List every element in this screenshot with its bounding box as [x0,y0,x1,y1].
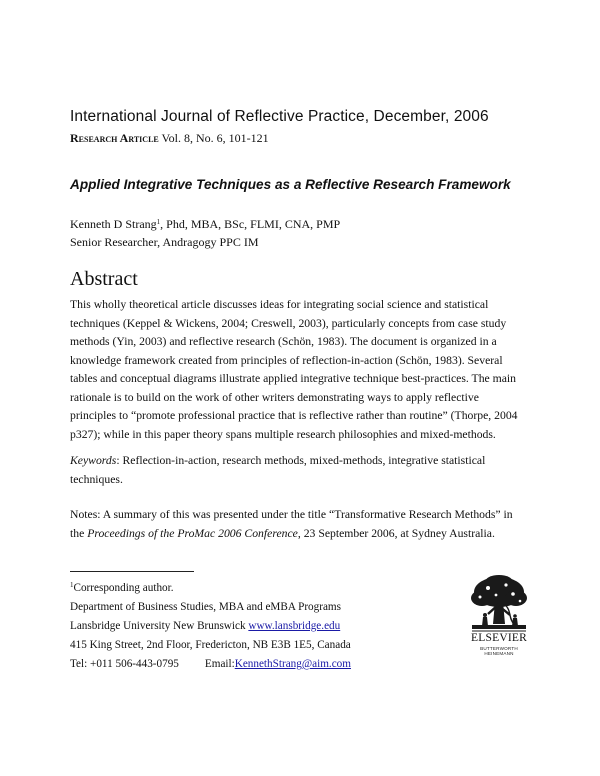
abstract-line: methods (Yin, 2003) and reflective research (Schön, 1983). The document is organized in a [70,335,497,348]
footnote-university [70,617,351,636]
elsevier-tree-icon [468,574,530,632]
abstract-line: knowledge framework created from principles of reflection-in-action (Schön, 1983). Several [70,353,503,367]
abstract-line: p327); while in this paper theory spans multiple research philosophies and mixed-methods. [70,427,496,441]
footnote-corresponding [70,576,351,598]
notes-line-2 [70,525,530,544]
author-footnote-mark[interactable]: 1 [156,218,161,226]
article-kind: Research Article [70,131,159,145]
author-name: Kenneth D Strang [70,217,157,231]
keywords [70,452,530,489]
footnote-mark: 1 [70,581,74,589]
abstract-body [70,296,530,444]
footnote-contact [70,655,351,674]
journal-title: International Journal of Reflective Practice, December, 2006 [70,108,489,125]
footnote-divider [70,571,194,572]
university-link[interactable]: www.lansbridge.edu [248,620,341,632]
keywords-list: : Reflection-in-action, research methods, mixed-methods, integrative statistical [116,454,486,467]
keywords-label: Keywords [70,454,117,467]
footnote-corresponding-text: Corresponding author. [73,582,174,594]
keywords-line-2: techniques. [70,472,123,486]
notes-line-1: Notes: A summary of this was presented under the title “Transformative Research Methods” in [70,508,513,521]
abstract-line: rationale is to build on the work of other writers demonstrating ways to apply reflective [70,390,479,404]
email-link[interactable]: KennethStrang@aim.com [234,658,351,670]
author-credentials: , Phd, MBA, BSc, FLMI, CNA, PMP [160,217,341,231]
footnote-email-label: Email: [204,658,235,670]
notes-proceedings: Proceedings of the ProMac 2006 Conference [87,526,298,540]
abstract-line: tables and conceptual diagrams illustrate applied integrative technique best-practices. The main [70,372,517,385]
author-line [70,217,340,232]
notes [70,506,530,543]
footnote [70,576,351,674]
logo-imprint-line-2: HEINEMANN [484,651,514,657]
footnote-department: Department of Business Studies, MBA and eMBA Programs [70,601,341,613]
logo-wordmark: ELSEVIER [471,632,527,644]
abstract-heading: Abstract [70,268,138,290]
article-citation: Vol. 8, No. 6, 101-121 [158,131,269,145]
footnote-university-name: Lansbridge University New Brunswick [70,620,249,632]
paper-title: Applied Integrative Techniques as a Reflective Research Framework [70,177,511,192]
article-meta [70,131,269,146]
abstract-line: This wholly theoretical article discusses ideas for integrating social science and statistical [70,298,489,311]
notes-pre: the [70,526,88,540]
abstract-line: principles to “promote professional practice that is reflective rather than routine” (Thorpe, 2004 [70,409,518,422]
keywords-line-1 [70,452,530,471]
abstract-line: techniques (Keppel & Wickens, 2004; Creswell, 2003), particularly concepts from case study [70,316,507,330]
publisher-logo [468,574,530,670]
logo-imprint-line-1: BUTTERWORTH [480,646,518,651]
author-affiliation: Senior Researcher, Andragogy PPC IM [70,235,259,249]
logo-imprint [468,646,530,657]
footnote-tel: Tel: +011 506-443-0795 [70,658,179,670]
footnote-address: 415 King Street, 2nd Floor, Fredericton, NB E3B 1E5, Canada [70,639,351,651]
notes-post: , 23 September 2006, at Sydney Australia. [297,526,495,540]
